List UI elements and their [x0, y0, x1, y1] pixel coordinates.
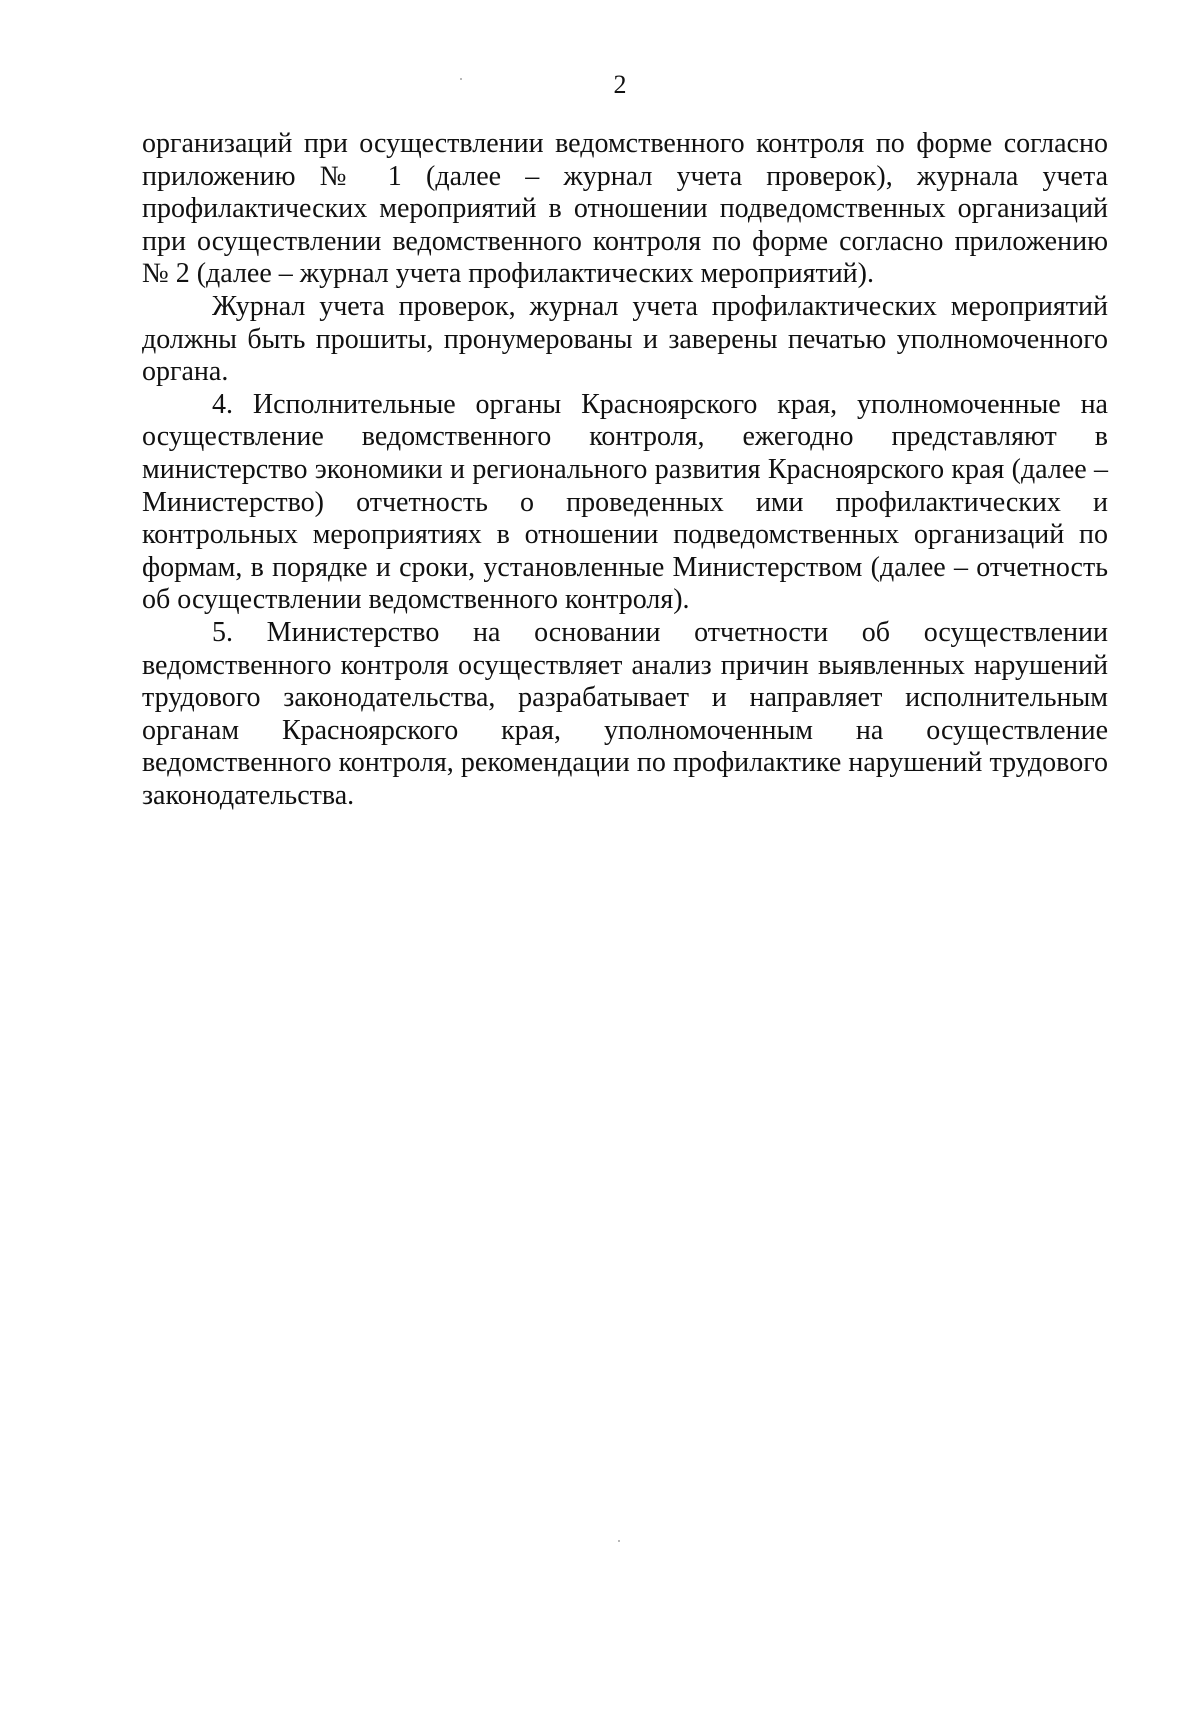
paragraph-journals: Журнал учета проверок, журнал учета профилактических мероприятий должны быть прошиты, пронумерованы и заверены печатью уполномоченного органа.	[142, 290, 1108, 388]
scan-speck	[618, 1540, 620, 1542]
scan-speck	[460, 78, 462, 80]
paragraph-item-5: 5. Министерство на основании отчетности об осуществлении ведомственного контроля осуществляет анализ причин выявленных нарушений трудового законодательства, разрабатывает и направляет исполнительным органам Красноярского края, уполномоченным на осуществление ведомственного контроля, рекомендации по профилактике нарушений трудового законодательства.	[142, 616, 1108, 811]
paragraph-continuation: организаций при осуществлении ведомственного контроля по форме согласно приложению № 1 (далее – журнал учета проверок), журнала учета профилактических мероприятий в отношении подведомственных организаций при осуществлении ведомственного контроля по форме согласно приложению № 2 (далее – журнал учета профилактических мероприятий).	[142, 128, 1108, 290]
page-number: 2	[613, 70, 627, 99]
document-body	[142, 128, 1108, 812]
paragraph-item-4: 4. Исполнительные органы Красноярского края, уполномоченные на осуществление ведомственного контроля, ежегодно представляют в министерство экономики и регионального развития Красноярского края (далее – Министерство) отчетность о проведенных ими профилактических и контрольных мероприятиях в отношении подведомственных организаций по формам, в порядке и сроки, установленные Министерством (далее – отчетность об осуществлении ведомственного контроля).	[142, 388, 1108, 616]
